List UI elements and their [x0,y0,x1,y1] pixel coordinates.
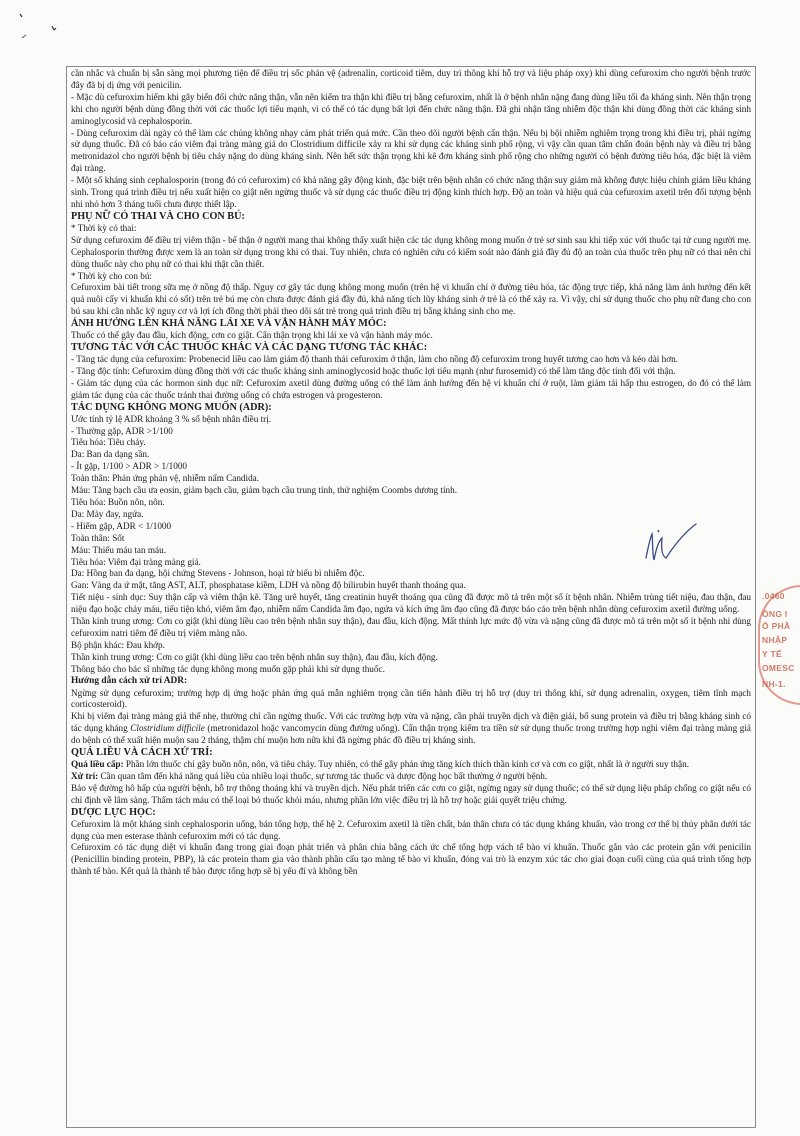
paragraph: Thuốc có thể gây đau đầu, kích động, cơn co giật. Cẩn thận trọng khi lái xe và vận hành máy móc. [71,330,433,341]
paragraph: Da: Hồng ban đa dạng, hội chứng Stevens - Johnson, hoại tử biểu bì nhiễm độc. [71,568,365,579]
paragraph: * Thời kỳ cho con bú: [71,270,152,281]
stamp-text-line: Y TẾ [762,649,782,659]
stamp-text-line: OMESC [762,663,795,673]
paragraph: Xử trí: Cần quan tâm đến khả năng quá liều của nhiều loại thuốc, sự tương tác thuốc và dược động học bất thường ở người bệnh. [71,770,548,781]
section-heading: Hướng dẫn cách xử trí ADR: [71,675,188,686]
paragraph: Bảo vệ đường hô hấp của người bệnh, hỗ trợ thông thoáng khí và truyền dịch. Nếu phát triển các cơn co giật, ngừng ngay sử dụng thuốc; có thể sử dụng liệu pháp chống co giật nếu có chỉ định về lâm sàng. Thẩm tách máu có thể loại bỏ thuốc khỏi máu, nhưng phần lớn việc điều trị là hỗ trợ hoặc giải quyết triệu chứng. [71,782,751,805]
section-heading: PHỤ NỮ CÓ THAI VÀ CHO CON BÚ: [71,210,245,222]
stamp-text-line: ÔNG I [762,609,788,619]
paragraph: - Một số kháng sinh cephalosporin (trong đó có cefuroxim) có khả năng gây động kinh, đặc biệt trên bệnh nhân có chức năng thận suy giảm mà không được hiệu chỉnh giảm liều kháng sinh. Trong quá trình điều trị nếu xuất hiện co giật nên ngừng thuốc và sử dụng các thuốc điều trị động kinh thích hợp. Độ an toàn và hiệu quả của cefuroxim axetil trên đối tượng bệnh nhi nhỏ hơn 3 tháng tuổi chưa được thiết lập. [71,175,751,209]
stamp-text-line: NHẬP [762,635,788,645]
handwritten-signature [640,520,700,570]
lead-in-label: Quá liều cấp: [71,759,124,770]
paragraph: Toàn thân: Sốt [71,532,125,543]
scan-speck-marks [14,8,74,48]
paragraph: Gan: Vàng da ứ mật, tăng AST, ALT, phosphatase kiềm, LDH và nồng độ bilirubin huyết thanh thoáng qua. [71,580,466,591]
paragraph: Ước tính tỷ lệ ADR khoảng 3 % số bệnh nhân điều trị. [71,413,272,424]
paragraph: - Tăng độc tính: Cefuroxim dùng đồng thời với các thuốc kháng sinh aminoglycosid hoặc thuốc lợi tiểu mạnh (như furosemid) có thể làm tăng độc tính đối với thận. [71,365,676,376]
paragraph: Tiêu hóa: Tiêu chảy. [71,437,146,448]
stamp-text-line: Ổ PHẦ [762,621,791,631]
paragraph: Ngừng sử dụng cefuroxim; trường hợp dị ứng hoặc phản ứng quá mẫn nghiêm trọng cần tiến hành điều trị hỗ trợ (duy trì thông khí, sử dụng adrenalin, oxygen, tiêm tĩnh mạch corticosteroid). [71,687,751,710]
document-page [66,66,756,1128]
paragraph: - Mặc dù cefuroxim hiếm khi gây biến đổi chức năng thận, vẫn nên kiểm tra thận khi điều trị bằng cefuroxim, nhất là ở bệnh nhân nặng đang dùng liều tối đa kháng sinh. Nên thận trọng khi cho người bệnh dùng đồng thời với các thuốc lợi tiểu mạnh, vì có thể có tác dụng bất lợi đến chức năng thận. Đã ghi nhận tăng nhiễm độc thận khi dùng đồng thời các kháng sinh aminoglycosid và cephalosporin. [71,91,751,126]
paragraph: Thần kinh trung ương: Cơn co giật (khi dùng liều cao trên bệnh nhân suy thận), đau đầu, kích động. Mất thính lực mức độ vừa và nặng cũng đã được mô tả trên một số ít bệnh nhi dùng cefuroxim natri tiêm để điều trị viêm màng não. [71,616,751,638]
paragraph: Cefuroxim là một kháng sinh cephalosporin uống, bán tổng hợp, thế hệ 2. Cefuroxim axetil là tiền chất, bản thân chưa có tác dụng kháng khuẩn, vào trong cơ thể bị thủy phân dưới tác dụng của men esterase thành cefuroxim mới có tác dụng. [71,818,751,841]
paragraph: Tiêu hóa: Viêm đại tràng màng giả. [71,556,201,567]
section-heading: QUÁ LIỀU VÀ CÁCH XỬ TRÍ: [71,747,213,759]
section-heading: ẢNH HƯỞNG LÊN KHẢ NĂNG LÁI XE VÀ VẬN HÀNH MÁY MÓC: [71,318,387,330]
paragraph: cần nhắc và chuẩn bị sẵn sàng mọi phương tiện để điều trị sốc phản vệ (adrenalin, corticoid tiêm, duy trì thông khí hỗ trợ và liệu pháp oxy) khi dùng cefuroxim cho người bệnh trước đây đã bị dị ứng với penicilin. [71,68,751,90]
paragraph: - Tăng tác dụng của cefuroxim: Probenecid liều cao làm giảm độ thanh thải cefuroxim ở thận, làm cho nồng độ cefuroxim trong huyết tương cao hơn và kéo dài hơn. [71,354,678,365]
section-heading: TƯƠNG TÁC VỚI CÁC THUỐC KHÁC VÀ CÁC DẠNG TƯƠNG TÁC KHÁC: [71,342,428,354]
paragraph: Cefuroxim có tác dụng diệt vi khuẩn đang trong giai đoạn phát triển và phân chia bằng cách ức chế tổng hợp vách tế bào vi khuẩn. Thuốc gắn vào các protein gắn với penicilin (Penicillin binding protein, PBP), là các protein tham gia vào thành phần cấu tạo màng tế bào vi khuẩn, đóng vai trò là enzym xúc tác cho giai đoạn cuối cùng của quá trình tổng hợp thành tế bào. Kết quả là thành tế bào được tổng hợp sẽ bị yếu đi và không bền [71,842,751,877]
paragraph: - Thường gặp, ADR >1/100 [71,425,173,436]
paragraph: - Giảm tác dụng của các hormon sinh dục nữ: Cefuroxim axetil dùng đường uống có thể làm ảnh hưởng đến hệ vi khuẩn chí ở ruột, làm giảm tái hấp thu estrogen, do đó có thể làm giảm tác dụng của các thuốc tránh thai đường uống có chứa estrogen và progesteron. [71,377,751,400]
paragraph: - Ít gặp, 1/100 > ADR > 1/1000 [71,461,188,472]
italic-species-name: Clostridium difficile [130,723,205,734]
paragraph: Thông báo cho bác sĩ những tác dụng không mong muốn gặp phải khi sử dụng thuốc. [71,663,385,674]
paragraph: Bộ phận khác: Đau khớp. [71,639,165,650]
lead-in-label: Xử trí: [71,770,99,781]
paragraph: Máu: Thiếu máu tan máu. [71,544,167,555]
stamp-text-line: .0460 [762,591,785,601]
section-heading: TÁC DỤNG KHÔNG MONG MUỐN (ADR): [71,401,272,413]
paragraph: - Dùng cefuroxim dài ngày có thể làm các chủng không nhạy cảm phát triển quá mức. Cần theo dõi người bệnh cẩn thận. Nếu bị bội nhiễm nghiêm trọng trong khi điều trị, phải ngừng sử dụng thuốc. Đã có báo cáo viêm đại tràng màng giả do Clostridium difficile xảy ra khi sử dụng các kháng sinh phổ rộng, vì vậy cần quan tâm chẩn đoán bệnh này và điều trị bằng metronidazol cho người bệnh bị tiêu chảy nặng do dùng kháng sinh. Nên hết sức thận trọng khi kê đơn kháng sinh phổ rộng cho những người có bệnh đường tiêu hóa, đặc biệt là viêm đại tràng. [71,127,751,174]
paragraph: Cefuroxim bài tiết trong sữa mẹ ở nồng độ thấp. Nguy cơ gây tác dụng không mong muốn (trên hệ vi khuẩn chí ở đường tiêu hóa, tác động trực tiếp, khả năng làm ảnh hưởng đến kết quả nuôi cấy vi khuẩn khi có sốt) trên trẻ bú mẹ còn chưa được đánh giá đầy đủ, khả năng tích lũy kháng sinh ở trẻ là có thể xảy ra. Vì vậy, chỉ sử dụng thuốc cho phụ nữ đang cho con bú sau khi cân nhắc kỹ nguy cơ và lợi ích đồng thời phải theo dõi sát trẻ trong quá trình điều trị bằng kháng sinh cho mẹ. [71,282,751,317]
section-heading: DƯỢC LỰC HỌC: [71,806,156,818]
paragraph: Tiêu hóa: Buồn nôn, nôn. [71,497,165,507]
paragraph: - Hiếm gặp, ADR < 1/1000 [71,520,172,531]
paragraph: Thần kinh trung ương: Cơn co giật (khi dùng liều cao trên bệnh nhân suy thận), đau đầu, kích động. [71,651,438,662]
stamp-text-line: NH-1. [762,679,786,689]
red-stamp [758,585,800,705]
paragraph: Toàn thân: Phản ứng phản vệ, nhiễm nấm Candida. [71,473,260,484]
paragraph: Sử dụng cefuroxim để điều trị viêm thận - bể thận ở người mang thai không thấy xuất hiện các tác dụng không mong muốn ở trẻ sơ sinh sau khi tiếp xúc với thuốc tại tử cung người mẹ. Cephalosporin thường được xem là an toàn sử dụng trong khi có thai. Tuy nhiên, chưa có nghiên cứu có kiểm soát nào đánh giá đầy đủ độ an toàn của thuốc trên phụ nữ có thai nên chỉ dùng thuốc này cho phụ nữ có thai khi thật cần thiết. [71,234,751,269]
paragraph: Quá liều cấp: Phần lớn thuốc chỉ gây buồn nôn, nôn, và tiêu chảy. Tuy nhiên, có thể gây phản ứng tăng kích thích thần kinh cơ và cơn co giật, nhất là ở người suy thận. [71,759,689,770]
paragraph: * Thời kỳ có thai: [71,222,137,233]
paragraph: Da: Ban da dạng sần. [71,449,150,460]
paragraph: Khi bị viêm đại tràng màng giả thể nhẹ, thường chỉ cần ngừng thuốc. Với các trường hợp vừa và nặng, cần phải truyền dịch và điện giải, bổ sung protein và điều trị bằng kháng sinh có tác dụng kháng Clostridium difficile (metronidazol hoặc vancomycin dùng đường uống). Cẩn thận trọng kiểm tra tiền sử sử dụng thuốc trong trường hợp nghi viêm đại tràng màng giả do bệnh có thể xuất hiện muộn sau 2 tháng, thậm chí muộn hơn nữa khi đã ngừng phác đồ điều trị kháng sinh. [71,711,751,746]
paragraph: Da: Mày đay, ngứa. [71,508,144,519]
paragraph: Tiết niệu - sinh dục: Suy thận cấp và viêm thận kẽ. Tăng urê huyết, tăng creatinin huyết thoáng qua cũng đã được mô tả trên một số ít bệnh nhân. Nhiễm trùng tiết niệu, đau thận, đau niệu đạo hoặc chảy máu, tiểu tiện khó, viêm âm đạo, nhiễm nấm Candida âm đạo, ngứa và kích ứng âm đạo cũng đã được báo cáo trên bệnh nhân dùng cefuroxim axetil đường uống. [71,592,751,615]
paragraph: Máu: Tăng bạch cầu ưa eosin, giảm bạch cầu, giảm bạch cầu trung tính, thử nghiệm Coombs dương tính. [71,485,458,496]
